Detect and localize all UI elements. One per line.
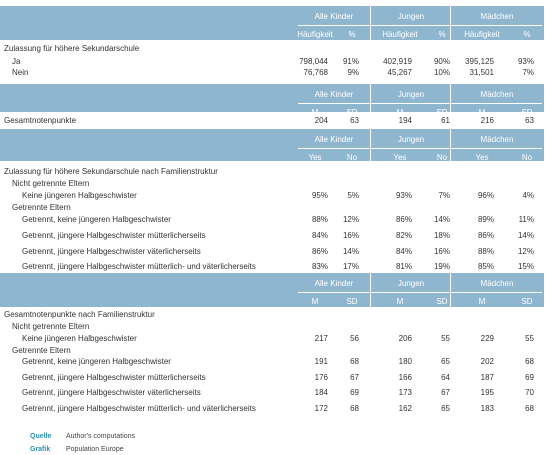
table-cell: 56 xyxy=(350,334,359,343)
table-cell: 798,044 xyxy=(299,57,328,66)
column-header: M xyxy=(478,297,486,306)
row-label: Getrennt, jüngere Halbgeschwister mütterlicherseits xyxy=(22,231,206,240)
table-cell: 18% xyxy=(433,231,450,240)
column-header: SD xyxy=(346,108,358,117)
column-header: SD xyxy=(436,108,448,117)
row-label: Getrennt, jüngere Halbgeschwister mütterlich- und väterlicherseits xyxy=(22,404,256,413)
table-cell: 194 xyxy=(398,116,412,125)
table-cell: 16% xyxy=(342,231,359,240)
table-cell: 9% xyxy=(347,68,359,77)
row-label: Keine jüngeren Halbgeschwister xyxy=(22,334,137,343)
column-header: M xyxy=(396,297,404,306)
table-cell: 7% xyxy=(522,68,534,77)
table-cell: 65 xyxy=(441,357,450,366)
group-label: Getrennte Eltern xyxy=(12,203,71,212)
row-label: Gesamtnotenpunkte xyxy=(4,116,77,125)
table-cell: 183 xyxy=(480,404,494,413)
table-cell: 89% xyxy=(477,215,494,224)
graphic-label: Grafik xyxy=(30,446,51,453)
column-header: SD xyxy=(346,297,358,306)
table-cell: 15% xyxy=(517,262,534,271)
section-title: Gesamtnotenpunkte nach Familienstruktur xyxy=(4,310,155,319)
table-cell: 84% xyxy=(311,231,328,240)
section-title: Zulassung für höhere Sekundarschule xyxy=(4,44,140,53)
table-cell: 86% xyxy=(477,231,494,240)
row-label: Getrennt, keine jüngeren Halbgeschwister xyxy=(22,215,171,224)
group-header-2: Mädchen xyxy=(480,12,514,21)
row-label: Nein xyxy=(12,68,29,77)
group-header-0: Alle Kinder xyxy=(314,12,354,21)
table-cell: 83% xyxy=(311,262,328,271)
column-header: % xyxy=(523,30,531,39)
table-cell: 93% xyxy=(395,191,412,200)
table-cell: 82% xyxy=(395,231,412,240)
column-header: M xyxy=(396,108,404,117)
group-label: Nicht getrennte Eltern xyxy=(12,322,90,331)
table-cell: 63 xyxy=(525,116,534,125)
row-label: Getrennt, jüngere Halbgeschwister mütterlicherseits xyxy=(22,373,206,382)
group-header-2: Mädchen xyxy=(480,90,514,99)
column-header: M xyxy=(311,297,319,306)
table-cell: 17% xyxy=(342,262,359,271)
table-cell: 12% xyxy=(342,215,359,224)
table-cell: 68 xyxy=(350,404,359,413)
table-cell: 172 xyxy=(314,404,328,413)
table-cell: 31,501 xyxy=(469,68,494,77)
table-cell: 93% xyxy=(517,57,534,66)
table-cell: 69 xyxy=(525,373,534,382)
column-header: M xyxy=(311,108,319,117)
table-cell: 76,768 xyxy=(303,68,328,77)
column-header: Häufigkeit xyxy=(464,30,500,39)
table-cell: 173 xyxy=(398,388,412,397)
row-label: Getrennt, jüngere Halbgeschwister väterlicherseits xyxy=(22,247,201,256)
column-header: Häufigkeit xyxy=(382,30,418,39)
table-cell: 69 xyxy=(350,388,359,397)
column-header: SD xyxy=(436,297,448,306)
column-header: Yes xyxy=(393,153,407,162)
band-divider-2 xyxy=(298,103,542,104)
graphic-value: Population Europe xyxy=(66,446,124,453)
section-title: Zulassung für höhere Sekundarschule nach Familienstruktur xyxy=(4,167,218,176)
group-header-0: Alle Kinder xyxy=(314,135,354,144)
table-cell: 70 xyxy=(525,388,534,397)
row-label: Ja xyxy=(12,57,21,66)
column-header: No xyxy=(521,153,533,162)
column-header: Yes xyxy=(475,153,489,162)
table-cell: 402,919 xyxy=(383,57,412,66)
table-cell: 19% xyxy=(433,262,450,271)
table-cell: 67 xyxy=(441,388,450,397)
table-cell: 162 xyxy=(398,404,412,413)
table-cell: 5% xyxy=(347,191,359,200)
table-cell: 12% xyxy=(517,247,534,256)
table-cell: 14% xyxy=(517,231,534,240)
table-cell: 14% xyxy=(433,215,450,224)
table-cell: 81% xyxy=(395,262,412,271)
table-cell: 4% xyxy=(522,191,534,200)
column-header: SD xyxy=(521,297,533,306)
table-cell: 7% xyxy=(438,191,450,200)
column-header: Häufigkeit xyxy=(297,30,333,39)
group-label: Nicht getrennte Eltern xyxy=(12,179,90,188)
band-divider-3 xyxy=(298,148,542,149)
table-cell: 184 xyxy=(314,388,328,397)
table-cell: 395,125 xyxy=(465,57,494,66)
table-cell: 14% xyxy=(342,247,359,256)
table-cell: 204 xyxy=(314,116,328,125)
column-header: SD xyxy=(521,108,533,117)
source-label: Quelle xyxy=(30,433,52,440)
column-header: % xyxy=(348,30,356,39)
column-header: % xyxy=(438,30,446,39)
table-cell: 11% xyxy=(518,215,534,224)
column-header: M xyxy=(478,108,486,117)
table-cell: 191 xyxy=(314,357,328,366)
table-cell: 88% xyxy=(477,247,494,256)
group-label: Getrennte Eltern xyxy=(12,346,71,355)
table-cell: 68 xyxy=(525,357,534,366)
table-cell: 68 xyxy=(525,404,534,413)
table-cell: 187 xyxy=(480,373,494,382)
table-cell: 16% xyxy=(433,247,450,256)
column-header: Yes xyxy=(308,153,322,162)
row-label: Getrennt, jüngere Halbgeschwister väterlicherseits xyxy=(22,388,201,397)
table-cell: 202 xyxy=(480,357,494,366)
table-cell: 88% xyxy=(311,215,328,224)
column-header: No xyxy=(436,153,448,162)
group-header-1: Jungen xyxy=(397,12,425,21)
table-cell: 96% xyxy=(477,191,494,200)
group-header-1: Jungen xyxy=(397,279,425,288)
group-header-0: Alle Kinder xyxy=(314,279,354,288)
table-cell: 176 xyxy=(314,373,328,382)
table-cell: 217 xyxy=(314,334,328,343)
table-cell: 67 xyxy=(350,373,359,382)
table-cell: 10% xyxy=(433,68,450,77)
group-header-2: Mädchen xyxy=(480,279,514,288)
table-cell: 180 xyxy=(398,357,412,366)
band-divider-1 xyxy=(298,25,542,26)
row-label: Keine jüngeren Halbgeschwister xyxy=(22,191,137,200)
group-header-1: Jungen xyxy=(397,90,425,99)
table-cell: 216 xyxy=(480,116,494,125)
table-cell: 63 xyxy=(350,116,359,125)
table-cell: 65 xyxy=(441,404,450,413)
table-cell: 55 xyxy=(441,334,450,343)
table-cell: 86% xyxy=(311,247,328,256)
table-cell: 166 xyxy=(398,373,412,382)
table-cell: 61 xyxy=(441,116,450,125)
table-cell: 85% xyxy=(477,262,494,271)
table-cell: 229 xyxy=(480,334,494,343)
table-cell: 64 xyxy=(441,373,450,382)
group-header-0: Alle Kinder xyxy=(314,90,354,99)
table-cell: 95% xyxy=(311,191,328,200)
table-cell: 84% xyxy=(395,247,412,256)
row-label: Getrennt, jüngere Halbgeschwister mütterlich- und väterlicherseits xyxy=(22,262,256,271)
table-cell: 86% xyxy=(395,215,412,224)
table-cell: 45,267 xyxy=(387,68,412,77)
table-cell: 68 xyxy=(350,357,359,366)
group-header-1: Jungen xyxy=(397,135,425,144)
table-cell: 195 xyxy=(480,388,494,397)
table-cell: 90% xyxy=(433,57,450,66)
band-divider-4 xyxy=(298,292,542,293)
source-value: Author's computations xyxy=(66,433,136,440)
table-cell: 206 xyxy=(398,334,412,343)
table-cell: 55 xyxy=(525,334,534,343)
group-header-2: Mädchen xyxy=(480,135,514,144)
column-header: No xyxy=(346,153,358,162)
row-label: Getrennt, keine jüngeren Halbgeschwister xyxy=(22,357,171,366)
table-cell: 91% xyxy=(342,57,359,66)
